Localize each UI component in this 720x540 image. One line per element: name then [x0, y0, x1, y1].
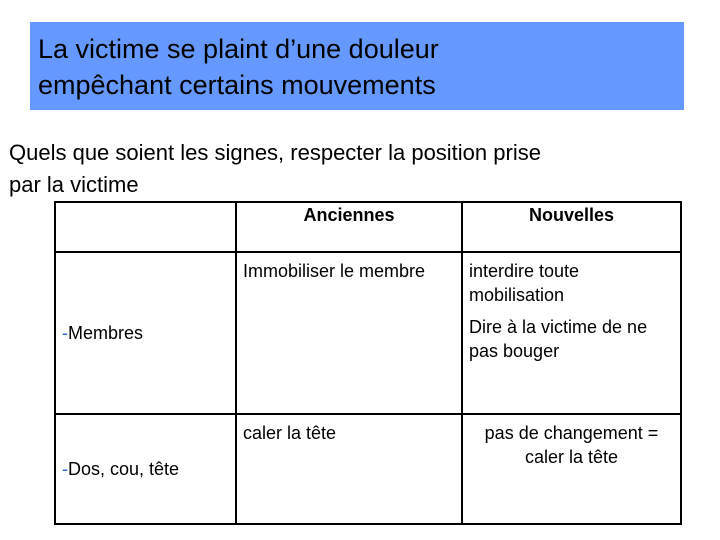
comparison-table [54, 201, 682, 525]
slide-subtitle [9, 137, 709, 201]
row-label-text: Membres [68, 323, 144, 343]
cell-text: pas de changement = caler la tête [484, 423, 659, 467]
header-empty-cell [55, 202, 236, 252]
cell-text: interdire toute mobilisation [469, 261, 580, 305]
cell-text: Dire à la victime de ne pas bouger [469, 317, 648, 361]
subtitle-line-1: Quels que soient les signes, respecter la position prise [9, 140, 541, 165]
row-dash: - [62, 459, 68, 479]
row-dash: - [62, 323, 68, 343]
cell-anciennes-membres [236, 252, 462, 414]
table-row [55, 252, 681, 414]
cell-anciennes-dos [236, 414, 462, 524]
table-header-row [55, 202, 681, 252]
cell-text: caler la tête [243, 423, 337, 443]
header-anciennes: Anciennes [236, 202, 462, 252]
row-label-dos-cou-tete [55, 414, 236, 524]
slide-title-line-1: La victime se plaint d’une douleur [38, 34, 439, 64]
row-label-text: Dos, cou, tête [68, 459, 180, 479]
cell-text: Immobiliser le membre [243, 261, 426, 281]
slide-title [30, 22, 684, 110]
cell-nouvelles-membres [462, 252, 681, 414]
subtitle-line-2: par la victime [9, 172, 139, 197]
cell-nouvelles-dos [462, 414, 681, 524]
table-row [55, 414, 681, 524]
header-nouvelles: Nouvelles [462, 202, 681, 252]
slide-title-line-2: empêchant certains mouvements [38, 70, 436, 100]
row-label-membres [55, 252, 236, 414]
